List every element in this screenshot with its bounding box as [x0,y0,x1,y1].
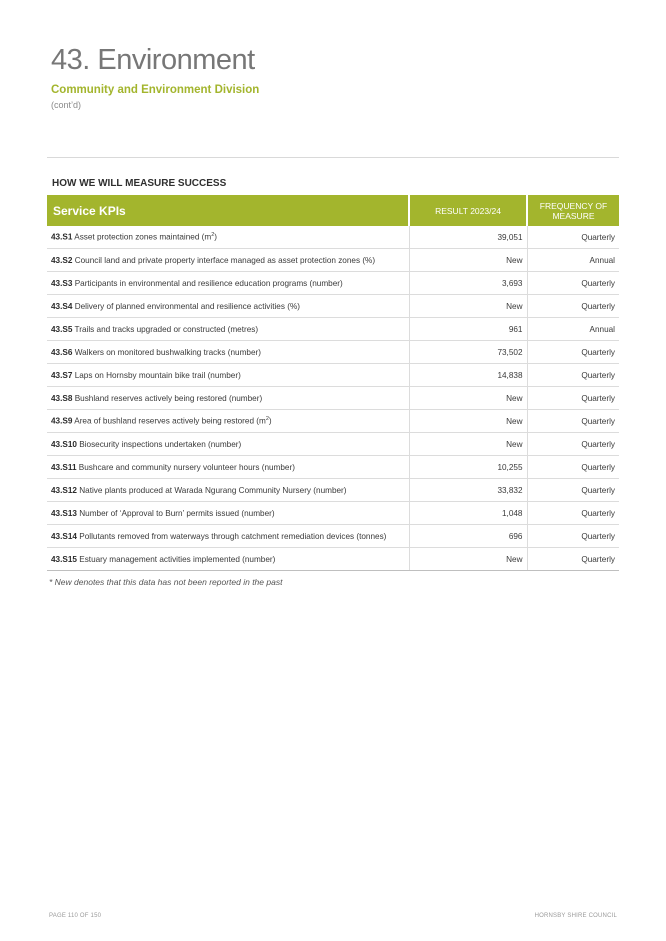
division-subtitle: Community and Environment Division [51,84,260,96]
kpi-text: Asset protection zones maintained (m [74,232,212,242]
kpi-table-body [47,226,619,571]
result-cell: 696 [409,525,527,548]
kpi-description-cell [47,502,409,525]
kpi-code: 43.S14 [51,531,77,541]
table-row [47,295,619,318]
kpi-description-cell [47,548,409,571]
kpi-superscript: 2 [211,232,215,239]
result-cell: New [409,387,527,410]
table-row [47,502,619,525]
section-heading: HOW WE WILL MEASURE SUCCESS [52,178,227,189]
kpi-code: 43.S10 [51,439,77,449]
table-row [47,433,619,456]
table-row [47,272,619,295]
kpi-code: 43.S6 [51,347,73,357]
kpi-text: Delivery of planned environmental and resilience activities (%) [74,301,300,311]
table-row [47,548,619,571]
footer-organisation: HORNSBY SHIRE COUNCIL [534,913,617,919]
frequency-cell: Quarterly [527,387,619,410]
frequency-cell: Quarterly [527,479,619,502]
kpi-text: Council land and private property interface managed as asset protection zones (%) [74,255,376,265]
frequency-cell: Annual [527,318,619,341]
frequency-cell: Quarterly [527,456,619,479]
kpi-code: 43.S2 [51,255,73,265]
kpi-text: Laps on Hornsby mountain bike trail (number) [74,370,241,380]
kpi-description-cell [47,295,409,318]
kpi-text: Estuary management activities implemented (number) [79,554,276,564]
result-cell: 1,048 [409,502,527,525]
kpi-code: 43.S1 [51,232,73,242]
kpi-description-cell [47,341,409,364]
table-row [47,226,619,249]
page-number: PAGE 110 OF 150 [49,913,102,919]
kpi-text: Biosecurity inspections undertaken (number) [79,439,242,449]
header-frequency: FREQUENCY OF MEASURE [527,195,619,226]
table-row [47,318,619,341]
table-row [47,456,619,479]
kpi-code: 43.S8 [51,393,73,403]
kpi-description-cell [47,272,409,295]
kpi-code: 43.S4 [51,301,73,311]
result-cell: 3,693 [409,272,527,295]
kpi-code: 43.S15 [51,554,77,564]
kpi-superscript: 2 [265,416,269,423]
kpi-text-suffix: ) [268,416,272,426]
page-title: 43. Environment [51,44,255,76]
kpi-text: Participants in environmental and resilience education programs (number) [74,278,343,288]
result-cell: 961 [409,318,527,341]
table-row [47,525,619,548]
kpi-text: Pollutants removed from waterways through catchment remediation devices (tonnes) [79,531,387,541]
frequency-cell: Quarterly [527,295,619,318]
kpi-description-cell [47,410,409,433]
kpi-description-cell [47,318,409,341]
kpi-description-cell [47,249,409,272]
frequency-cell: Quarterly [527,548,619,571]
frequency-cell: Annual [527,249,619,272]
result-cell: 39,051 [409,226,527,249]
kpi-text: Walkers on monitored bushwalking tracks (number) [74,347,261,357]
result-cell: 14,838 [409,364,527,387]
kpi-description-cell [47,525,409,548]
kpi-description-cell [47,226,409,249]
header-result: RESULT 2023/24 [409,195,527,226]
kpi-code: 43.S7 [51,370,73,380]
frequency-cell: Quarterly [527,364,619,387]
frequency-cell: Quarterly [527,341,619,364]
kpi-text: Number of ‘Approval to Burn’ permits issued (number) [79,508,275,518]
table-row [47,341,619,364]
kpi-description-cell [47,364,409,387]
table-row [47,249,619,272]
result-cell: 33,832 [409,479,527,502]
table-row [47,387,619,410]
kpi-description-cell [47,387,409,410]
result-cell: New [409,410,527,433]
table-row [47,479,619,502]
table-row [47,410,619,433]
frequency-cell: Quarterly [527,410,619,433]
kpi-text: Bushcare and community nursery volunteer hours (number) [78,462,295,472]
kpi-description-cell [47,433,409,456]
kpi-text-suffix: ) [214,232,218,242]
result-cell: New [409,295,527,318]
result-cell: 10,255 [409,456,527,479]
kpi-code: 43.S3 [51,278,73,288]
kpi-description-cell [47,456,409,479]
kpi-text: Area of bushland reserves actively being restored (m [74,416,266,426]
frequency-cell: Quarterly [527,525,619,548]
frequency-cell: Quarterly [527,502,619,525]
kpi-table [47,195,619,571]
kpi-code: 43.S12 [51,485,77,495]
section-divider [47,157,619,158]
kpi-text: Bushland reserves actively being restored (number) [74,393,263,403]
result-cell: New [409,249,527,272]
kpi-code: 43.S5 [51,324,73,334]
kpi-code: 43.S9 [51,416,73,426]
result-cell: New [409,433,527,456]
kpi-description-cell [47,479,409,502]
footnote: * New denotes that this data has not been reported in the past [49,577,283,587]
header-service-kpis: Service KPIs [47,195,409,226]
frequency-cell: Quarterly [527,272,619,295]
result-cell: New [409,548,527,571]
continued-label: (cont’d) [51,100,82,110]
frequency-cell: Quarterly [527,226,619,249]
kpi-text: Trails and tracks upgraded or constructed (metres) [74,324,259,334]
table-row [47,364,619,387]
frequency-cell: Quarterly [527,433,619,456]
kpi-text: Native plants produced at Warada Ngurang Community Nursery (number) [79,485,347,495]
kpi-code: 43.S11 [51,462,77,472]
result-cell: 73,502 [409,341,527,364]
kpi-code: 43.S13 [51,508,77,518]
kpi-table-header-row [47,195,619,226]
